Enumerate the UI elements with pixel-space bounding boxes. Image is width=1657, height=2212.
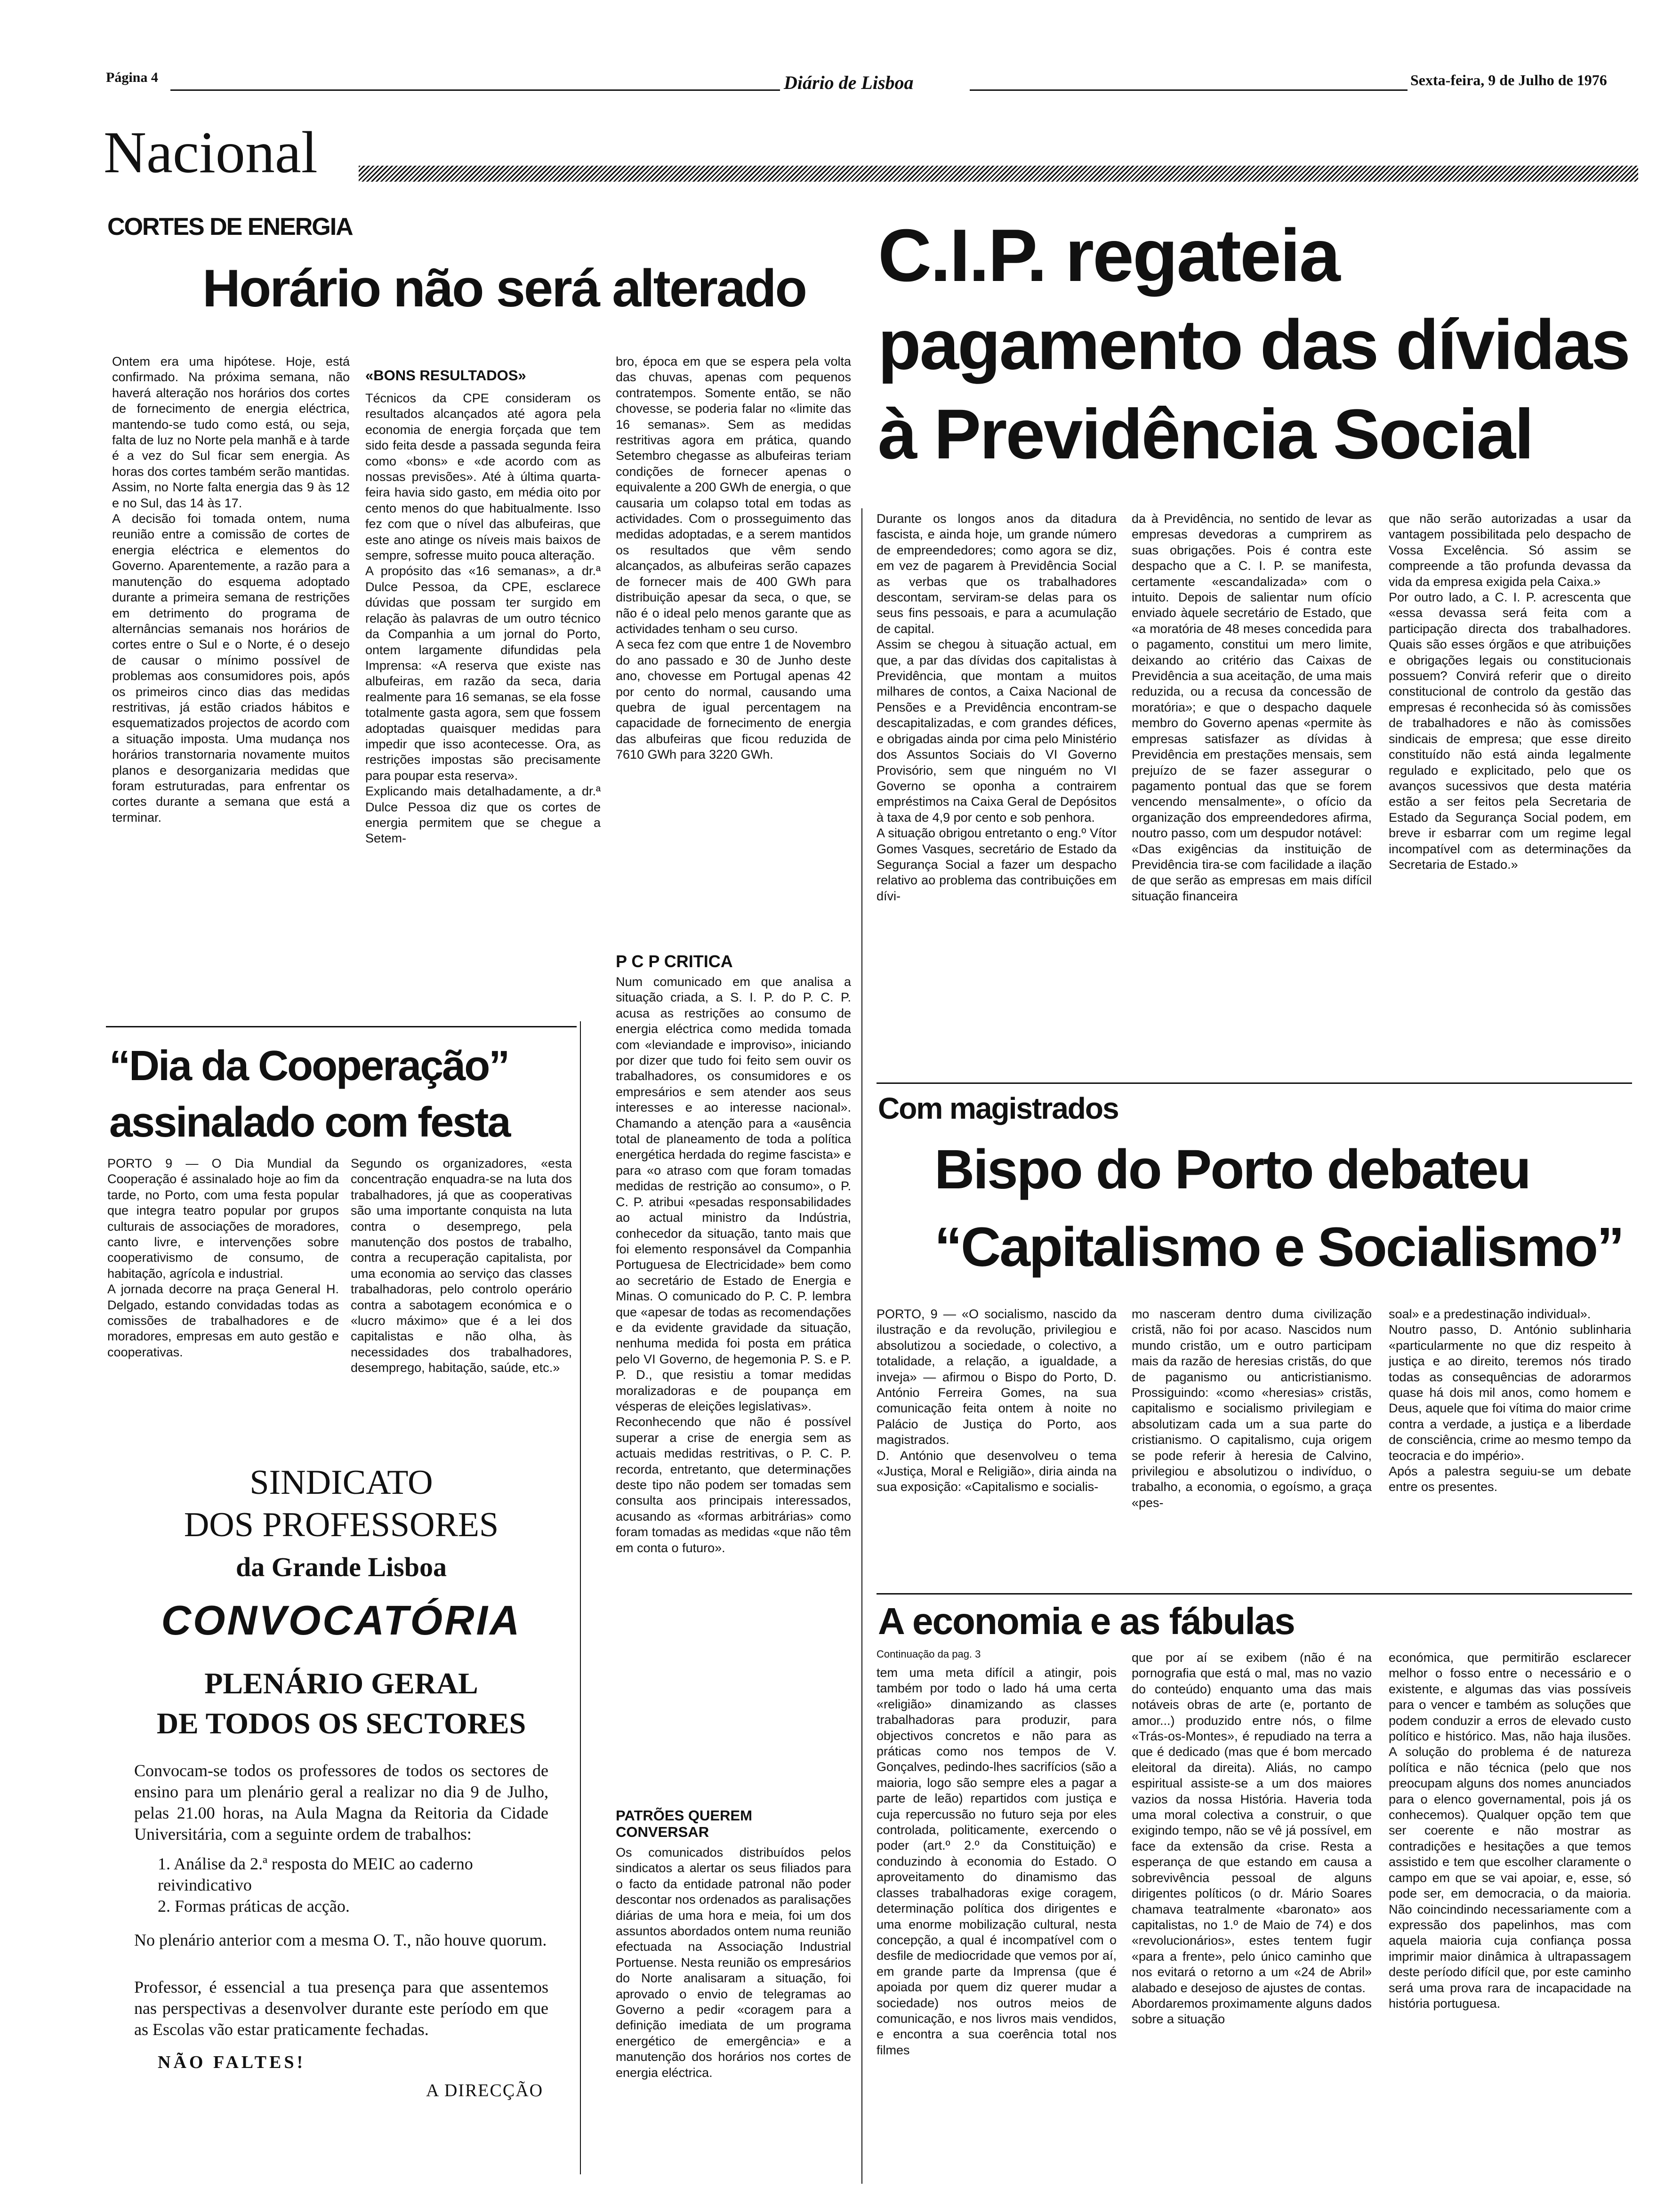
column-rule-center <box>861 508 862 2184</box>
ad-note: No plenário anterior com a mesma O. T., não houve quorum. <box>134 1931 547 1949</box>
article-5-col-3: económica, que permitirão esclarecer melhor o fosso entre o necessário e o existente, e algumas das vias possíveis para o vencer e também as soluções que podem conduzir a erros de elevado custo político e histórico. Mas, não haja ilusões. A solução do problema é de natureza política e não técnica (pelo que nos preocupam alguns dos nomes anunciados para o elenco governamental, pois já os conhecemos). Qualquer opção tem que ser coerente e não mostrar as contradições e hesitações a que temos assistido e tem que escolher claramente o campo em que se vai apoiar, e, esse, só pode ser, em democracia, o da maioria. Não coincindindo necessariamente com a expressão dos papelinhos, mas com aquela maioria cuja confiança possa imprimir maior dinâmica à ultrapassagem deste período difícil que, por este caminho será uma prova rara de incapacidade na história portuguesa. <box>1389 1651 1631 2011</box>
article-1-subhead-bons-resultados: «BONS RESULTADOS» <box>365 367 526 384</box>
ad-slogan: NÃO FALTES! <box>158 2052 306 2072</box>
masthead-rule-left <box>170 89 780 91</box>
article-1-subhead-patroes: PATRÕES QUEREM CONVERSAR <box>616 1807 752 1840</box>
article-1-patroes-text: Os comunicados distribuídos pelos sindicatos a alertar os seus filiados para o facto da entidade patronal não poder descontar nos ordenados as paralisações diárias de uma hora e meia, foi um dos assuntos abordados ontem numa reunião efectuada na Associação Industrial Portuense. Nesta reunião os empresários do Norte analisaram a situação, foi aprovado o envio de telegramas ao Governo a pedir «coragem para a definição imediata de um programa energético de emergência» e a manutenção dos horários nos cortes de energia eléctrica. <box>616 1845 851 2080</box>
ad-agenda-item-2: 2. Formas práticas de acção. <box>158 1897 350 1915</box>
section-title: Nacional <box>104 120 318 185</box>
article-1-col-3: bro, época em que se espera pela volta das chuvas, apenas com pequenos contratempos. Somente então, se não chovesse, se poderia falar no «limite das 16 semanas». Sem as medidas restritivas agora em prática, quando Setembro chegasse as albufeiras teriam condições de fornecer apenas o equivalente a 200 GWh de energia, o que causaria um colapso total em todas as actividades. Com o prosseguimento das medidas adoptadas, e a serem mantidos os resultados que vêm sendo alcançados, as albufeiras serão capazes de fornecer mais de 400 GWh para distribuição apesar da seca, o que, se não é o ideal pelo menos garante que as actividades tenham o seu curso. A seca fez com que entre 1 de Novembro do ano passado e 30 de Junho deste ano, chovesse em Portugal apenas 42 por cento do normal, causando uma quebra de igual percentagem na capacidade de fornecimento de energia das albufeiras que ficou reduzida de 7610 GWh para 3220 GWh. <box>616 354 851 762</box>
ad-body: Convocam-se todos os professores de todos os sectores de ensino para um plenário geral a realizar no dia 9 de Julho, pelas 21.00 horas, na Aula Magna da Reitoria da Cidade Universitária, com a seguinte ordem de trabalhos: <box>134 1761 548 1843</box>
union-ad <box>106 1440 577 2198</box>
ad-appeal: Professor, é essencial a tua presença para que assentemos nas perspectivas a desenvolver durante este período em que as Escolas vão estar praticamente fechadas. <box>134 1978 548 2039</box>
article-4-title-line-2: “Capitalismo e Socialismo” <box>934 1216 1624 1278</box>
article-3-col-1: PORTO 9 — O Dia Mundial da Cooperação é assinalado hoje ao fim da tarde, no Porto, com uma festa popular que integra teatro popular por grupos culturais de associações de moradores, canto livre, e intervenções sobre cooperativismo de consumo, de habitação, agrícola e industrial. A jornada decorre na praça General H. Delgado, estando convidadas todas as comissões de trabalhadores e de moradores, empresas em auto gestão e cooperativas. <box>107 1156 339 1359</box>
article-2-title-line-3: à Previdência Social <box>878 394 1533 473</box>
article-4-col-1: PORTO, 9 — «O socialismo, nascido da ilustração e da revolução, privilegiou e absolutizou a sociedade, o colectivo, a totalidade, a relação, a igualdade, a inveja» — afirmou o Bispo do Porto, D. António Ferreira Gomes, na sua comunicação feita ontem à noite no Palácio de Justiça do Porto, aos magistrados. D. António que desenvolveu o tema «Justiça, Moral e Religião», diria ainda na sua exposição: «Capitalismo e socialis- <box>877 1307 1117 1494</box>
ad-title-line-1: SINDICATO <box>249 1463 433 1502</box>
article-2-title-line-1: C.I.P. regateia <box>878 214 1339 297</box>
article-4-col-3: soal» e a predestinação individual». Noutro passo, D. António sublinharia «particularmente no que diz respeito à justiça e ao direito, teremos nós tirado todas as consequências de adorarmos quase há dois mil anos, como homem e Deus, aquele que foi vítima do maior crime contra a verdade, a justiça e a liberdade de consciência, crime ao mesmo tempo da teocracia e do império». Após a palestra seguiu-se um debate entre os presentes. <box>1389 1307 1631 1494</box>
article-3-title-line-1: “Dia da Cooperação” <box>109 1042 509 1090</box>
article-4-col-2: mo nasceram dentro duma civilização cristã, não foi por acaso. Nascidos num mundo cristão, um e outro participam mais da razão de heresias cristãs, do que de paganismo ou anticristianismo. Prossiguindo: «como «heresias» cristãs, capitalismo e socialismo privilegiam e absolutizam cada um a sua parte do cristianismo. O capitalismo, cuja origem se pode referir à heresia de Calvino, privilegiou e absolutizou o indivíduo, o trabalho, a economia, o egoísmo, a graça «pes- <box>1132 1307 1372 1510</box>
article-4-top-rule <box>877 1082 1632 1084</box>
article-5-col-1: tem uma meta difícil a atingir, pois também por todo o lado há uma certa «religião» dinamizando as classes trabalhadoras para produzir, para objectivos concretos e não para as práticas como nos tempos de V. Gonçalves, pedindo-lhes sacrifícios (são a maioria, logo são sempre eles a pagar a parte de leão) repartidos com justiça e cuja repercussão no futuro seja por eles controlada, politicamente, exercendo o poder (art.º 2.º da Constituição) e conduzindo à economia do Estado. O aproveitamento do dinamismo das classes trabalhadoras exige coragem, determinação política dos dirigentes e uma enorme mobilização cultural, nesta concepção, a qual é incompatível com o desfile de mediocridade que vemos por aí, em grande parte da Imprensa (que é apoiada por quem diz querer mudar a sociedade) nos outros meios de comunicação, e nos livros mais vendidos, e encontra a sua coerência total nos filmes <box>877 1666 1117 2057</box>
article-3-top-rule <box>106 1026 577 1027</box>
article-2-col-2: da à Previdência, no sentido de levar as empresas devedoras a cumprirem as suas obrigações. Pois é contra este despacho que a C. I. P. se manifesta, certamente «escandalizada» com o intuito. Depois de salientar num ofício enviado àquele secretário de Estado, que «a moratória de 48 meses concedida para o pagamento, constitui um mero limite, deixando ao critério das Caixas de Previdência a sua aceitação, de uma mais reduzida, ou a recusa da concessão de moratória»; e que o despacho daquele membro do Governo apenas «permite às empresas satisfazer as dívidas à Previdência em prestações mensais, sem prejuízo de se fazer assegurar o pagamento pontual das que se forem vencendo mensalmente», o ofício da organização dos empreendedores afirma, noutro passo, com um despudor notável: «Das exigências da instituição de Previdência tira-se com facilidade a ilação de que serão as empresas em mais difícil situação financeira <box>1132 512 1372 903</box>
ad-convocatoria: CONVOCATÓRIA <box>161 1597 522 1643</box>
article-4-title-line-1: Bispo do Porto debateu <box>934 1138 1530 1201</box>
section-hatch-rule <box>359 166 1638 182</box>
article-4-kicker: Com magistrados <box>878 1091 1118 1125</box>
ad-signature: A DIRECÇÃO <box>426 2081 544 2100</box>
article-2-col-1: Durante os longos anos da ditadura fascista, e ainda hoje, um grande número de empreendedores; como agora se diz, em vez de pagarem à Previdência Social as verbas que os trabalhadores descontam, serviram-se delas para os seus fins pessoais, e para a acumulação de capital. Assim se chegou à situação actual, em que, a par das dívidas dos capitalistas à Previdência, que montam a muitos milhares de contos, a Caixa Nacional de Pensões e a Previdência encontram-se descapitalizadas, e com grandes défices, e obrigadas ainda por cima pelo Ministério dos Assuntos Sociais do VI Governo Provisório, sem que ninguém no VI Governo se oponha a contrairem empréstimos na Caixa Geral de Depósitos à taxa de 4,9 por cento e sob penhora. A situação obrigou entretanto o eng.º Vítor Gomes Vasques, secretário de Estado da Segurança Social a fazer um despacho relativo ao problema das contribuições em dívi- <box>877 512 1117 903</box>
article-1-kicker: CORTES DE ENERGIA <box>107 213 353 240</box>
article-5-top-rule <box>877 1593 1632 1595</box>
article-2-title-line-2: pagamento das dívidas <box>878 305 1629 384</box>
article-3-col-2: Segundo os organizadores, «esta concentração enquadra-se na luta dos trabalhadores, já que as cooperativas são uma importante conquista na luta contra o desemprego, pela manutenção dos postos de trabalho, contra a recuperação capitalista, por uma economia ao serviço das classes trabalhadoras, pelo controlo operário contra a sabotagem económica e o «lucro máximo» que é a lei dos capitalistas e não olha, às necessidades dos trabalhadores, desemprego, habitação, saúde, etc.» <box>351 1156 572 1375</box>
page-number: Página 4 <box>106 70 158 85</box>
newspaper-name: Diário de Lisboa <box>784 72 914 93</box>
ad-agenda-item-1: 1. Análise da 2.ª resposta do MEIC ao caderno reivindicativo <box>158 1854 473 1894</box>
article-1-pcp-text: Num comunicado em que analisa a situação criada, a S. I. P. do P. C. P. acusa as restrições ao consumo de energia eléctrica como medida tomada com «leviandade e improviso», iniciando por dizer que tudo foi feito sem ouvir os trabalhadores, os consumidores e os empresários e sem atender aos seus interesses e ao interesse nacional». Chamando a atenção para a «ausência total de planeamento de toda a política energética herdada do regime fascista» e para «o atraso com que foram tomadas medidas de restrição ao consumo», o P. C. P. atribui «pesadas responsabilidades ao actual ministro da Indústria, conhecedor da situação, tanto mais que foi elemento responsável da Companhia Portuguesa de Electricidade» bem como ao secretário de Estado de Energia e Minas. O comunicado do P. C. P. lembra que «apesar de todas as recomendações e da evidente gravidade da situação, nenhuma medida foi posta em prática pelo VI Governo, de hegemonia P. S. e P. P. D., que resistiu a tomar medidas moralizadoras e de poupança em vésperas de eleições legislativas». Reconhecendo que não é possível superar a crise de energia sem as actuais medidas restritivas, o P. C. P. recorda, entretanto, que determinações deste tipo não podem ser tomadas sem consulta aos principais interessados, acusando as «formas arbitrárias» como foram tomadas as medidas «que não têm em conta o futuro». <box>616 975 851 1555</box>
ad-plenario-line-1: PLENÁRIO GERAL <box>204 1667 478 1700</box>
article-5-title: A economia e as fábulas <box>878 1600 1295 1642</box>
article-1-col-2: Técnicos da CPE consideram os resultados alcançados até agora pela economia de energia forçada que tem sido feita desde a passada segunda feira como «bons» e «de acordo com as nossas previsões». Até à última quarta-feira havia sido gasto, em média oito por cento menos do que habitualmente. Isso fez com que o nível das albufeiras, que este ano atinge os níveis mais baixos de sempre, sofresse muito pouca alteração. A propósito das «16 semanas», a dr.ª Dulce Pessoa, da CPE, esclarece dúvidas que possam ter surgido em relação às palavras de um outro técnico da Companhia a um jornal do Porto, ontem largamente difundidas pela Imprensa: «A reserva que existe nas albufeiras, em razão da seca, daria realmente para 16 semanas, se ela fosse totalmente gasta agora, sem que fossem adoptadas quaisquer medidas para impedir que isso acontecesse. Ora, as restrições impostas são precisamente para poupar esta reserva». Explicando mais detalhadamente, a dr.ª Dulce Pessoa diz que os cortes de energia permitem que se chegue a Setem- <box>365 391 601 846</box>
article-5-col-2: que por aí se exibem (não é na pornografia que está o mal, mas no vazio do conteúdo) enquanto uma das mais notáveis obras de arte (e, portanto de amor...) produzido entre nós, o filme «Trás-os-Montes», é repudiado na terra a que é dedicado (mas que é bom mercado eleitoral da direita). Aliás, no campo espiritual assiste-se a um dos maiores vazios da nossa História. Haveria toda uma moral colectiva a construir, o que exigindo tempo, não se vê já possível, em face da extensão da crise. Resta a esperança de que estando em causa a sobrevivência pessoal de alguns dirigentes políticos (o dr. Mário Soares chamava teatralmente «baronato» aos capitalistas, no 1.º de Maio de 74) e dos «revolucionários», estes tentem fugir «para a frente», pelo único caminho que nos evitará o retorno a um «24 de Abril» alabado e desejoso de ajustes de contas. Abordaremos proximamente alguns dados sobre a situação <box>1132 1651 1372 2027</box>
article-3-title-line-2: assinalado com festa <box>109 1099 510 1146</box>
ad-title-line-2: DOS PROFESSORES <box>184 1506 499 1544</box>
masthead-rule-right <box>970 89 1408 91</box>
column-rule-left <box>580 1021 581 2174</box>
article-1-col-1: Ontem era uma hipótese. Hoje, está confirmado. Na próxima semana, não haverá alteração nos horários dos cortes de fornecimento de energia eléctrica, mantendo-se tudo como está, ou seja, falta de luz no Norte pela manhã e à tarde é a vez do Sul ficar sem energia. As horas dos cortes também serão mantidas. Assim, no Norte falta energia das 9 às 12 e no Sul, das 14 às 17. A decisão foi tomada ontem, numa reunião entre a comissão de cortes de energia eléctrica e elementos do Governo. Aparentemente, a razão para a manutenção do esquema adoptado durante a primeira semana de restrições em detrimento do programa de alternâncias semanais nos horários de cortes entre o Sul e o Norte, é o desejo de causar o mínimo possível de problemas aos consumidores pois, após os primeiros cinco dias das medidas restritivas, já estão criados hábitos e esquematizados projectos de acordo com a situação imposta. Uma mudança nos horários transtornaria novamente muitos planos e desorganizaria medidas que foram estruturadas, para enfrentar os cortes durante a semana que está a terminar. <box>112 354 350 825</box>
article-1-title: Horário não será alterado <box>202 259 806 318</box>
issue-date: Sexta-feira, 9 de Julho de 1976 <box>1410 72 1607 88</box>
article-5-continuation: Continuação da pag. 3 <box>877 1648 981 1660</box>
article-2-col-3: que não serão autorizadas a usar da vantagem possibilitada pelo despacho de Vossa Excelência. Só assim se compreende a tão profunda devassa da vida da empresa exigida pela Caixa.» Por outro lado, a C. I. P. acrescenta que «essa devassa será feita com a participação directa dos trabalhadores. Quais são esses órgãos e que atribuições e obrigações legais ou constitucionais possuem? Convirá referir que o direito constitucional de controlo da gestão das empresas é reconhecida só às comissões de trabalhadores e não às comissões sindicais de empresa; que esse direito constituído não está ainda legalmente regulado e explicitado, pelo que os avanços sucessivos que desta matéria estão a ser feitos pela Secretaria de Estado da Segurança Social podem, em breve ir esbarrar com um regime legal incompatível com as determinações da Secretaria de Estado.» <box>1389 512 1631 872</box>
ad-title-line-3: da Grande Lisboa <box>236 1552 447 1582</box>
article-1-subhead-pcp: P C P CRITICA <box>616 952 733 971</box>
ad-plenario-line-2: DE TODOS OS SECTORES <box>156 1707 526 1740</box>
